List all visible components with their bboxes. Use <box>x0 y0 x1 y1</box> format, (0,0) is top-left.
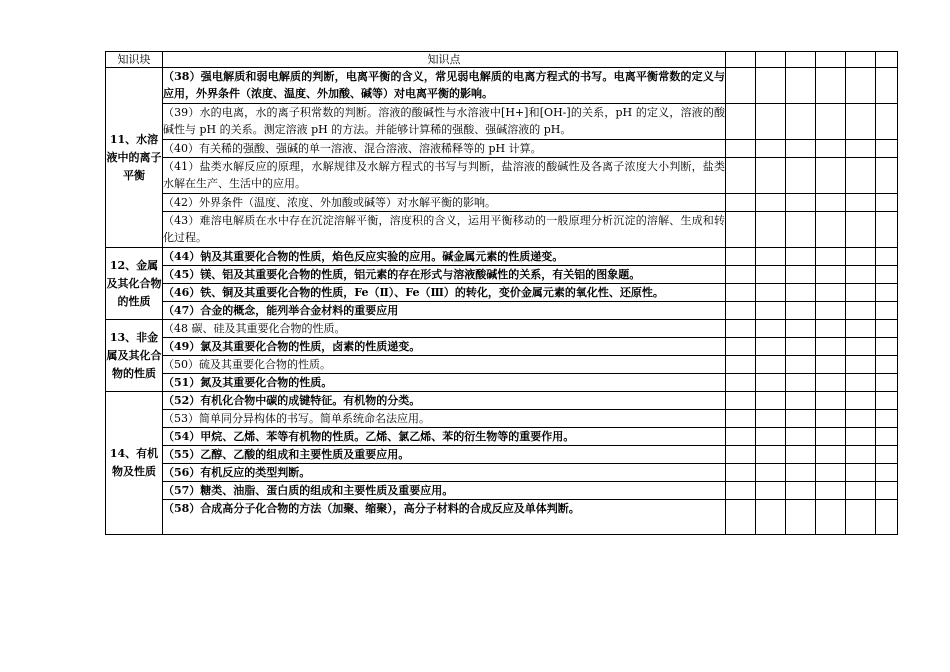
knowledge-point-cell: （48 碳、硅及其重要化合物的性质。 <box>163 320 726 338</box>
table-row <box>106 284 898 302</box>
table-row <box>106 446 898 464</box>
check-cell[interactable] <box>756 158 786 194</box>
check-cell[interactable] <box>726 302 756 320</box>
table-row <box>106 356 898 374</box>
check-cell[interactable] <box>846 482 876 500</box>
check-cell[interactable] <box>876 302 898 320</box>
check-cell[interactable] <box>846 464 876 482</box>
check-cell[interactable] <box>876 194 898 212</box>
check-cell[interactable] <box>786 212 816 248</box>
check-cell[interactable] <box>876 320 898 338</box>
check-cell[interactable] <box>786 104 816 140</box>
check-cell[interactable] <box>786 248 816 266</box>
check-cell[interactable] <box>756 194 786 212</box>
check-cell[interactable] <box>786 428 816 446</box>
check-cell[interactable] <box>816 410 846 428</box>
check-cell[interactable] <box>726 104 756 140</box>
check-cell[interactable] <box>846 446 876 464</box>
check-cell[interactable] <box>816 374 846 392</box>
point-column-header: 知识点 <box>163 52 726 68</box>
knowledge-point-cell: （50）硫及其重要化合物的性质。 <box>163 356 726 374</box>
check-cell[interactable] <box>756 302 786 320</box>
check-cell[interactable] <box>876 140 898 158</box>
check-cell[interactable] <box>816 266 846 284</box>
table-row <box>106 140 898 158</box>
table-row <box>106 68 898 104</box>
check-cell[interactable] <box>726 464 756 482</box>
check-column-header <box>756 52 786 68</box>
check-cell[interactable] <box>876 68 898 104</box>
check-cell[interactable] <box>786 302 816 320</box>
check-cell[interactable] <box>876 158 898 194</box>
knowledge-point-cell: （54）甲烷、乙烯、苯等有机物的性质。乙烯、氯乙烯、苯的衍生物等的重要作用。 <box>163 428 726 446</box>
check-cell[interactable] <box>756 410 786 428</box>
check-cell[interactable] <box>846 338 876 356</box>
table-row <box>106 338 898 356</box>
check-cell[interactable] <box>726 338 756 356</box>
check-cell[interactable] <box>786 266 816 284</box>
check-cell[interactable] <box>876 338 898 356</box>
check-cell[interactable] <box>726 392 756 410</box>
table-row <box>106 410 898 428</box>
check-cell[interactable] <box>756 248 786 266</box>
check-cell[interactable] <box>726 212 756 248</box>
knowledge-point-cell: （52）有机化合物中碳的成键特征。有机物的分类。 <box>163 392 726 410</box>
check-cell[interactable] <box>756 500 786 535</box>
check-cell[interactable] <box>816 248 846 266</box>
check-cell[interactable] <box>786 482 816 500</box>
check-cell[interactable] <box>786 392 816 410</box>
check-cell[interactable] <box>816 446 846 464</box>
check-cell[interactable] <box>786 464 816 482</box>
header-row <box>106 52 898 68</box>
knowledge-block-cell: 12、金属及其化合物的性质 <box>106 248 163 320</box>
knowledge-point-cell: （38）强电解质和弱电解质的判断，电离平衡的含义，常见弱电解质的电离方程式的书写。电离平衡常数的定义与应用，外界条件（浓度、温度、外加酸、碱等）对电离平衡的影响。 <box>163 68 726 104</box>
knowledge-point-cell: （55）乙醇、乙酸的组成和主要性质及重要应用。 <box>163 446 726 464</box>
check-cell[interactable] <box>786 158 816 194</box>
check-cell[interactable] <box>756 374 786 392</box>
check-cell[interactable] <box>756 392 786 410</box>
knowledge-block-cell: 14、有机物及性质 <box>106 392 163 535</box>
check-cell[interactable] <box>786 68 816 104</box>
check-cell[interactable] <box>816 104 846 140</box>
table-row <box>106 320 898 338</box>
check-cell[interactable] <box>846 212 876 248</box>
check-column-header <box>816 52 846 68</box>
check-cell[interactable] <box>726 374 756 392</box>
table-row <box>106 248 898 266</box>
check-cell[interactable] <box>726 266 756 284</box>
check-cell[interactable] <box>846 140 876 158</box>
check-cell[interactable] <box>786 284 816 302</box>
check-cell[interactable] <box>756 104 786 140</box>
check-cell[interactable] <box>846 284 876 302</box>
check-cell[interactable] <box>726 284 756 302</box>
check-cell[interactable] <box>816 428 846 446</box>
check-cell[interactable] <box>726 248 756 266</box>
check-cell[interactable] <box>726 428 756 446</box>
knowledge-point-cell: （39）水的电离，水的离子积常数的判断。溶液的酸碱性与水溶液中[H+]和[OH-]的关系，pH 的定义，溶液的酸碱性与 pH 的关系。测定溶液 pH 的方法。并能够计算稀的强酸、强碱溶液的 pH。 <box>163 104 726 140</box>
table-row <box>106 104 898 140</box>
table-row <box>106 194 898 212</box>
check-cell[interactable] <box>726 500 756 535</box>
knowledge-point-cell: （42）外界条件（温度、浓度、外加酸或碱等）对水解平衡的影响。 <box>163 194 726 212</box>
check-cell[interactable] <box>726 482 756 500</box>
knowledge-block-cell: 11、水溶液中的离子平衡 <box>106 68 163 248</box>
check-cell[interactable] <box>846 158 876 194</box>
check-cell[interactable] <box>756 266 786 284</box>
check-cell[interactable] <box>816 464 846 482</box>
check-cell[interactable] <box>726 446 756 464</box>
check-cell[interactable] <box>726 356 756 374</box>
table-row <box>106 302 898 320</box>
check-cell[interactable] <box>726 68 756 104</box>
check-cell[interactable] <box>846 356 876 374</box>
check-cell[interactable] <box>786 356 816 374</box>
check-cell[interactable] <box>846 500 876 535</box>
check-cell[interactable] <box>756 482 786 500</box>
check-cell[interactable] <box>876 392 898 410</box>
check-cell[interactable] <box>816 482 846 500</box>
table-row <box>106 266 898 284</box>
check-cell[interactable] <box>846 104 876 140</box>
knowledge-point-cell: （56）有机反应的类型判断。 <box>163 464 726 482</box>
check-cell[interactable] <box>876 356 898 374</box>
table-row <box>106 482 898 500</box>
check-cell[interactable] <box>786 338 816 356</box>
check-cell[interactable] <box>756 338 786 356</box>
table-row <box>106 374 898 392</box>
check-cell[interactable] <box>726 158 756 194</box>
knowledge-point-cell: （53）简单同分异构体的书写。简单系统命名法应用。 <box>163 410 726 428</box>
check-cell[interactable] <box>756 320 786 338</box>
check-cell[interactable] <box>876 374 898 392</box>
table-row <box>106 464 898 482</box>
check-cell[interactable] <box>816 158 846 194</box>
check-cell[interactable] <box>876 446 898 464</box>
check-column-header <box>846 52 876 68</box>
knowledge-point-cell: （51）氮及其重要化合物的性质。 <box>163 374 726 392</box>
check-cell[interactable] <box>876 248 898 266</box>
check-cell[interactable] <box>876 410 898 428</box>
check-cell[interactable] <box>816 338 846 356</box>
check-cell[interactable] <box>846 248 876 266</box>
table-row <box>106 212 898 248</box>
check-cell[interactable] <box>756 428 786 446</box>
check-cell[interactable] <box>846 266 876 284</box>
knowledge-point-cell: （57）糖类、油脂、蛋白质的组成和主要性质及重要应用。 <box>163 482 726 500</box>
check-cell[interactable] <box>876 482 898 500</box>
knowledge-point-cell: （47）合金的概念，能列举合金材料的重要应用 <box>163 302 726 320</box>
knowledge-block-cell: 13、非金属及其化合物的性质 <box>106 320 163 392</box>
check-cell[interactable] <box>876 104 898 140</box>
knowledge-point-cell: （44）钠及其重要化合物的性质，焰色反应实验的应用。碱金属元素的性质递变。 <box>163 248 726 266</box>
table-row <box>106 428 898 446</box>
check-cell[interactable] <box>756 212 786 248</box>
check-cell[interactable] <box>876 428 898 446</box>
table-row <box>106 392 898 410</box>
check-cell[interactable] <box>726 194 756 212</box>
check-cell[interactable] <box>846 410 876 428</box>
check-cell[interactable] <box>816 392 846 410</box>
check-cell[interactable] <box>876 464 898 482</box>
check-cell[interactable] <box>756 284 786 302</box>
check-cell[interactable] <box>756 446 786 464</box>
check-cell[interactable] <box>816 212 846 248</box>
check-cell[interactable] <box>786 374 816 392</box>
check-cell[interactable] <box>726 410 756 428</box>
check-cell[interactable] <box>816 284 846 302</box>
knowledge-point-cell: （49）氯及其重要化合物的性质，卤素的性质递变。 <box>163 338 726 356</box>
check-cell[interactable] <box>756 140 786 158</box>
check-cell[interactable] <box>846 428 876 446</box>
check-column-header <box>786 52 816 68</box>
check-cell[interactable] <box>786 446 816 464</box>
check-cell[interactable] <box>786 500 816 535</box>
check-cell[interactable] <box>846 392 876 410</box>
check-cell[interactable] <box>816 140 846 158</box>
check-cell[interactable] <box>786 140 816 158</box>
check-cell[interactable] <box>816 320 846 338</box>
knowledge-point-cell: （43）难溶电解质在水中存在沉淀溶解平衡，溶度积的含义，运用平衡移动的一般原理分析沉淀的溶解、生成和转化过程。 <box>163 212 726 248</box>
check-cell[interactable] <box>756 464 786 482</box>
check-cell[interactable] <box>876 500 898 535</box>
check-cell[interactable] <box>876 284 898 302</box>
check-column-header <box>876 52 898 68</box>
knowledge-point-cell: （45）镁、铝及其重要化合物的性质，铝元素的存在形式与溶液酸碱性的关系，有关铝的图象题。 <box>163 266 726 284</box>
knowledge-point-cell: （40）有关稀的强酸、强碱的单一溶液、混合溶液、溶液稀释等的 pH 计算。 <box>163 140 726 158</box>
check-cell[interactable] <box>846 320 876 338</box>
check-cell[interactable] <box>876 212 898 248</box>
knowledge-point-cell: （41）盐类水解反应的原理，水解规律及水解方程式的书写与判断，盐溶液的酸碱性及各离子浓度大小判断，盐类水解在生产、生活中的应用。 <box>163 158 726 194</box>
check-cell[interactable] <box>786 410 816 428</box>
knowledge-point-cell: （46）铁、铜及其重要化合物的性质，Fe（Ⅱ）、Fe（Ⅲ）的转化，变价金属元素的氧化性、还原性。 <box>163 284 726 302</box>
check-cell[interactable] <box>846 68 876 104</box>
check-column-header <box>726 52 756 68</box>
check-cell[interactable] <box>816 356 846 374</box>
check-cell[interactable] <box>726 140 756 158</box>
check-cell[interactable] <box>756 356 786 374</box>
check-cell[interactable] <box>786 194 816 212</box>
check-cell[interactable] <box>816 194 846 212</box>
check-cell[interactable] <box>846 302 876 320</box>
check-cell[interactable] <box>756 68 786 104</box>
check-cell[interactable] <box>876 266 898 284</box>
knowledge-point-table <box>105 51 898 535</box>
block-column-header: 知识块 <box>106 52 163 68</box>
knowledge-point-cell: （58）合成高分子化合物的方法（加聚、缩聚），高分子材料的合成反应及单体判断。 <box>163 500 726 535</box>
check-cell[interactable] <box>816 68 846 104</box>
check-cell[interactable] <box>846 194 876 212</box>
check-cell[interactable] <box>816 500 846 535</box>
check-cell[interactable] <box>846 374 876 392</box>
check-cell[interactable] <box>786 320 816 338</box>
table-row <box>106 158 898 194</box>
check-cell[interactable] <box>816 302 846 320</box>
check-cell[interactable] <box>726 320 756 338</box>
table-row <box>106 500 898 535</box>
